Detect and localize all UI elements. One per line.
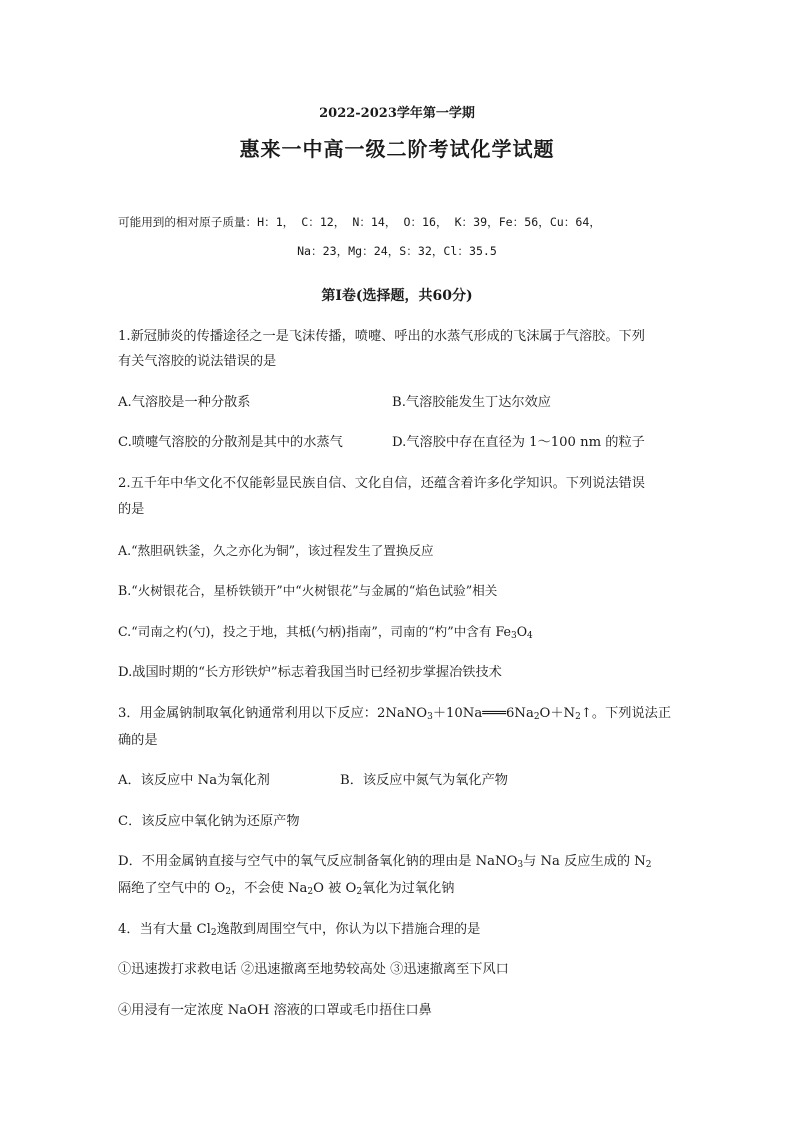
term-label: 2022-2023学年第一学期 bbox=[319, 106, 475, 121]
q2-stem-line-2: 的是 bbox=[118, 502, 145, 517]
q1-option-d: D.气溶胶中存在直径为 1～100 nm 的粒子 bbox=[392, 435, 645, 450]
q3-option-a: A．该反应中 Na为氧化剂 bbox=[118, 773, 270, 788]
atomic-mass-line-2: Na：23，Mg：24，S：32，Cl：35.5 bbox=[297, 244, 497, 258]
atomic-mass-line-1: 可能用到的相对原子质量：H：1， C：12， N：14， O：16， K：39，Fe：56，Cu：64， bbox=[118, 215, 601, 229]
q1-option-c: C.喷嚏气溶胶的分散剂是其中的水蒸气 bbox=[118, 435, 343, 450]
q3-option-b: B．该反应中氮气为氧化产物 bbox=[340, 773, 508, 788]
q1-option-b: B.气溶胶能发生丁达尔效应 bbox=[392, 395, 551, 410]
section-title: 第Ⅰ卷(选择题，共60分) bbox=[321, 288, 473, 304]
q2-option-a: A.“熬胆矾铁釜，久之亦化为铜”，该过程发生了置换反应 bbox=[118, 543, 434, 558]
exam-title: 惠来一中高一级二阶考试化学试题 bbox=[239, 137, 555, 161]
q1-stem-line-2: 有关气溶胶的说法错误的是 bbox=[118, 354, 277, 369]
q1-stem-line-1: 1.新冠肺炎的传播途径之一是飞沫传播，喷嚏、呼出的水蒸气形成的飞沫属于气溶胶。下列 bbox=[118, 329, 645, 344]
q4-options-line-1: ①迅速拨打求救电话 ②迅速撤离至地势较高处 ③迅速撤离至下风口 bbox=[118, 962, 509, 977]
q3-stem-line-1: 3．用金属钠制取氧化钠通常利用以下反应：$2NaNO_3+10Na═══6Na_2O+N_2↑$。下列说法正 bbox=[118, 706, 672, 722]
q3-option-d-line-1: D．不用金属钠直接与空气中的氧气反应制备氧化钠的理由是 NaNO$_3$与 Na 反应生成的 $N_2$ bbox=[118, 854, 652, 870]
q2-option-b: B.“火树银花合，星桥铁锁开”中“火树银花”与金属的“焰色试验”相关 bbox=[118, 583, 498, 598]
q2-stem-line-1: 2.五千年中华文化不仅能彰显民族自信、文化自信，还蕴含着许多化学知识。下列说法错误 bbox=[118, 476, 645, 491]
q1-option-a: A.气溶胶是一种分散系 bbox=[118, 395, 251, 410]
q2-option-d: D.战国时期的“长方形铁炉”标志着我国当时已经初步掌握冶铁技术 bbox=[118, 665, 502, 680]
q2-option-c: C.“司南之杓(勺)，投之于地，其柢(勺柄)指南”，司南的“杓”中含有 $Fe_3O_4$ bbox=[118, 624, 533, 641]
q4-stem: 4．当有大量 $Cl_2$逸散到周围空气中，你认为以下措施合理的是 bbox=[118, 922, 481, 938]
q3-option-d-line-2: 隔绝了空气中的 $O_2$，不会使 $Na_2O$ 被 $O_2$氧化为过氧化钠 bbox=[118, 881, 455, 897]
q4-options-line-2: ④用浸有一定浓度 NaOH 溶液的口罩或毛巾捂住口鼻 bbox=[118, 1003, 432, 1018]
q3-option-c: C．该反应中氧化钠为还原产物 bbox=[118, 814, 300, 829]
q3-stem-line-2: 确的是 bbox=[118, 733, 158, 748]
